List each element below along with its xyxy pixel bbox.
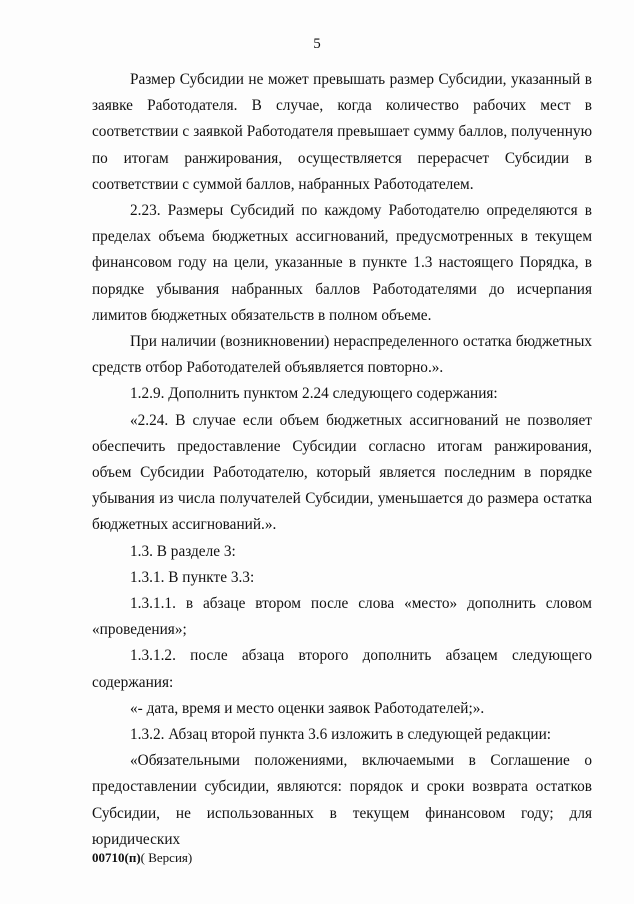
document-footer [92, 850, 192, 866]
document-code: 00710(п) [92, 850, 141, 865]
paragraph: Размер Субсидии не может превышать размер Субсидии, указанный в заявке Работодателя. В случае, когда количество рабочих мест в соответствии с заявкой Работодателя превышает сумму баллов, полученную по итогам ранжирования, осуществляется перерасчет Субсидии в соответствии с суммой баллов, набранных Работодателем. [92, 71, 592, 193]
document-body [92, 67, 592, 853]
paragraph: «- дата, время и место оценки заявок Работодателей;». [130, 699, 485, 717]
paragraph: «Обязательными положениями, включаемыми в Соглашение о предоставлении субсидии, являются: порядок и сроки возврата остатков Субсидии, не использованных в текущем финансовом году; для юридических [92, 752, 592, 848]
paragraph: 1.3.2. Абзац второй пункта 3.6 изложить в следующей редакции: [130, 726, 552, 744]
paragraph: 1.3.1. В пункте 3.3: [130, 568, 255, 586]
document-version: ( Версия) [140, 850, 193, 865]
paragraph: 1.3. В разделе 3: [130, 542, 236, 560]
paragraph: «2.24. В случае если объем бюджетных ассигнований не позволяет обеспечить предоставление Субсидии согласно итогам ранжирования, объем Субсидии Работодателю, который является последним в порядке убывания из числа получателей Субсидии, уменьшается до размера остатка бюджетных ассигнований.». [92, 411, 592, 534]
page-number: 5 [313, 36, 321, 52]
paragraph: 2.23. Размеры Субсидий по каждому Работодателю определяются в пределах объема бюджетных ассигнований, предусмотренных в текущем финансовом году на цели, указанные в пункте 1.3 настоящего Порядка, в порядке убывания набранных баллов Работодателями до исчерпания лимитов бюджетных обязательств в полном объеме. [92, 202, 592, 324]
paragraph: 1.2.9. Дополнить пунктом 2.24 следующего содержания: [130, 385, 498, 403]
paragraph: При наличии (возникновении) нераспределенного остатка бюджетных средств отбор Работодателей объявляется повторно.». [92, 333, 592, 377]
paragraph: 1.3.1.2. после абзаца второго дополнить абзацем следующего содержания: [92, 647, 592, 691]
paragraph: 1.3.1.1. в абзаце втором после слова «место» дополнить словом «проведения»; [92, 595, 592, 639]
